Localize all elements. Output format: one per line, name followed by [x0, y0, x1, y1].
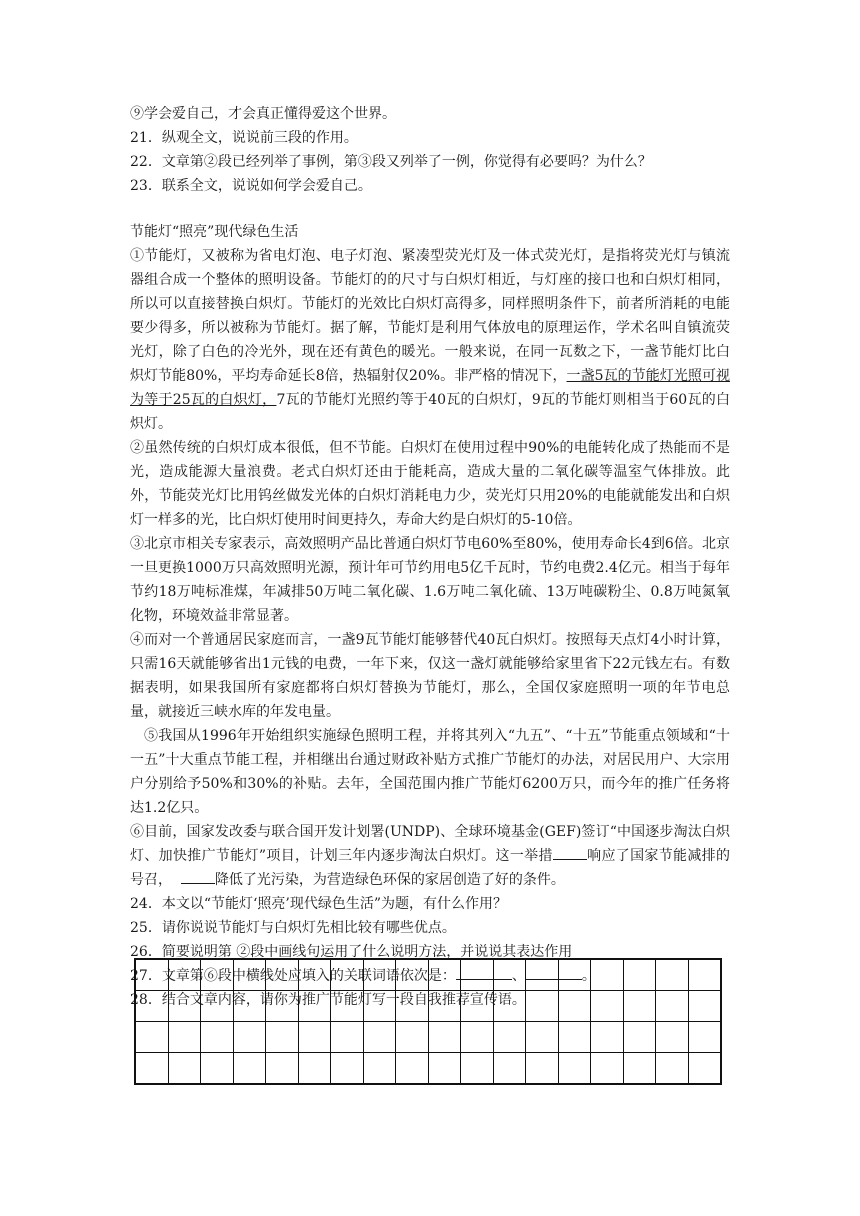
- grid-cell[interactable]: [233, 991, 266, 1022]
- grid-cell[interactable]: [428, 1053, 461, 1085]
- grid-row: [135, 1022, 721, 1053]
- grid-cell[interactable]: [363, 959, 396, 991]
- grid-cell[interactable]: [623, 1022, 656, 1053]
- paragraph-2: ②虽然传统的白炽灯成本很低，但不节能。白炽灯在使用过程中90%的电能转化成了热能而不是光，造成能源大量浪费。老式白炽灯还由于能耗高，造成大量的二氧化碳等温室气体排放。此外，节能荧光灯比用钨丝做发光体的白炽灯消耗电力少，荧光灯只用20%的电能就能发出和白炽灯一样多的光，比白炽灯使用时间更持久，寿命大约是白炽灯的5-10倍。: [130, 440, 730, 528]
- paragraph-3: ③北京市相关专家表示，高效照明产品比普通白炽灯节电60%至80%，使用寿命长4到6倍。北京一旦更换1000万只高效照明光源，预计年可节约用电5亿千瓦时，节约电费2.4亿元。相当于每年节约18万吨标准煤，年减排50万吨二氧化碳、1.6万吨二氧化硫、13万吨碳粉尘、0.8万吨氮氧化物，环境效益非常显著。: [130, 536, 730, 624]
- grid-cell[interactable]: [591, 1053, 624, 1085]
- p1-text-after: 7瓦的节能灯光照约等于40瓦的白炽灯，9瓦的节能灯则相当于60瓦的白炽灯。: [130, 392, 730, 432]
- grid-cell[interactable]: [526, 1053, 559, 1085]
- grid-cell[interactable]: [461, 1053, 494, 1085]
- paragraph-5: ⑤我国从1996年开始组织实施绿色照明工程，并将其列入“九五”、“十五”节能重点领域和“十一五”十大重点节能工程，并相继出台通过财政补贴方式推广节能灯的办法，对居民用户、大宗用户分别给予50%和30%的补贴。去年，全国范围内推广节能灯6200万只，而今年的推广任务将达1.2亿只。: [130, 728, 730, 816]
- grid-cell[interactable]: [656, 991, 689, 1022]
- grid-cell[interactable]: [331, 1022, 364, 1053]
- grid-cell[interactable]: [363, 991, 396, 1022]
- grid-cell[interactable]: [558, 1022, 591, 1053]
- grid-cell[interactable]: [656, 1022, 689, 1053]
- question-23: 23．联系全文，说说如何学会爱自己。: [130, 178, 372, 194]
- grid-cell[interactable]: [688, 1053, 721, 1085]
- prev-closing-line: ⑨学会爱自己，才会真正懂得爱这个世界。: [130, 106, 396, 122]
- grid-cell[interactable]: [688, 1022, 721, 1053]
- grid-cell[interactable]: [493, 1053, 526, 1085]
- grid-cell[interactable]: [363, 1053, 396, 1085]
- grid-cell[interactable]: [493, 1022, 526, 1053]
- p1-underlined-sentence: 一盏5瓦的节能灯光照可视为等于25瓦的白炽灯，: [130, 368, 730, 408]
- grid-cell[interactable]: [591, 991, 624, 1022]
- writing-grid-body: [135, 959, 721, 1084]
- grid-cell[interactable]: [266, 959, 299, 991]
- grid-cell[interactable]: [461, 991, 494, 1022]
- grid-cell[interactable]: [493, 959, 526, 991]
- document-page: [130, 102, 730, 1012]
- grid-cell[interactable]: [493, 991, 526, 1022]
- grid-cell[interactable]: [298, 1022, 331, 1053]
- grid-cell[interactable]: [688, 991, 721, 1022]
- grid-cell[interactable]: [461, 959, 494, 991]
- grid-row: [135, 991, 721, 1022]
- grid-cell[interactable]: [428, 959, 461, 991]
- grid-cell[interactable]: [656, 959, 689, 991]
- grid-row: [135, 959, 721, 991]
- p6-blank-1: [553, 845, 587, 860]
- q27-separator: 、: [511, 968, 526, 984]
- question-27-text: 27．文章第⑥段中横线处应填入的关联词语依次是：: [130, 968, 456, 984]
- grid-cell[interactable]: [396, 991, 429, 1022]
- grid-cell[interactable]: [331, 959, 364, 991]
- grid-cell[interactable]: [168, 1053, 201, 1085]
- grid-cell[interactable]: [526, 959, 559, 991]
- grid-cell[interactable]: [298, 991, 331, 1022]
- grid-cell[interactable]: [526, 1022, 559, 1053]
- grid-cell[interactable]: [201, 1022, 234, 1053]
- grid-cell[interactable]: [558, 959, 591, 991]
- grid-cell[interactable]: [135, 991, 168, 1022]
- grid-cell[interactable]: [331, 991, 364, 1022]
- grid-row: [135, 1053, 721, 1085]
- grid-cell[interactable]: [396, 1022, 429, 1053]
- article-title: 节能灯“照亮”现代绿色生活: [130, 224, 299, 240]
- grid-cell[interactable]: [623, 1053, 656, 1085]
- grid-cell[interactable]: [558, 1053, 591, 1085]
- writing-grid: [134, 958, 722, 1085]
- grid-cell[interactable]: [591, 959, 624, 991]
- grid-cell[interactable]: [233, 1022, 266, 1053]
- grid-cell[interactable]: [623, 991, 656, 1022]
- p1-text-before: ①节能灯，又被称为省电灯泡、电子灯泡、紧凑型荧光灯及一体式荧光灯，是指将荧光灯与镇流器组合成一个整体的照明设备。节能灯的的尺寸与白炽灯相近，与灯座的接口也和白炽灯相同，所以可以直接替换白炽灯。节能灯的光效比白炽灯高得多，同样照明条件下，前者所消耗的电能要少得多，所以被称为节能灯。据了解，节能灯是利用气体放电的原理运作，学术名叫自镇流荧光灯，除了白色的冷光外，现在还有黄色的暖光。一般来说，在同一瓦数之下，一盏节能灯比白炽灯节能80%，平均寿命延长8倍，热辐射仅20%。非严格的情况下，: [130, 248, 730, 384]
- grid-cell[interactable]: [558, 991, 591, 1022]
- q27-end: 。: [581, 968, 596, 984]
- question-25: 25．请你说说节能灯与白炽灯先相比较有哪些优点。: [130, 920, 456, 936]
- grid-cell[interactable]: [201, 959, 234, 991]
- section-gap: [130, 198, 730, 220]
- grid-cell[interactable]: [461, 1022, 494, 1053]
- grid-cell[interactable]: [526, 991, 559, 1022]
- grid-cell[interactable]: [396, 959, 429, 991]
- grid-cell[interactable]: [266, 991, 299, 1022]
- grid-cell[interactable]: [135, 959, 168, 991]
- grid-cell[interactable]: [233, 1053, 266, 1085]
- grid-cell[interactable]: [298, 959, 331, 991]
- grid-cell[interactable]: [201, 1053, 234, 1085]
- grid-cell[interactable]: [135, 1022, 168, 1053]
- question-21: 21．纵观全文，说说前三段的作用。: [130, 130, 358, 146]
- p6-text-c: 降低了光污染，为营造绿色环保的家居创造了好的条件。: [214, 872, 565, 888]
- grid-cell[interactable]: [233, 959, 266, 991]
- grid-cell[interactable]: [266, 1053, 299, 1085]
- grid-cell[interactable]: [363, 1022, 396, 1053]
- grid-cell[interactable]: [656, 1053, 689, 1085]
- question-22: 22．文章第②段已经列举了事例，第③段又列举了一例，你觉得有必要吗？为什么？: [130, 154, 652, 170]
- grid-cell[interactable]: [428, 991, 461, 1022]
- grid-cell[interactable]: [266, 1022, 299, 1053]
- grid-cell[interactable]: [135, 1053, 168, 1085]
- paragraph-6: [130, 820, 730, 892]
- paragraph-4: ④而对一个普通居民家庭而言，一盏9瓦节能灯能够替代40瓦白炽灯。按照每天点灯4小时计算，只需16天就能够省出1元钱的电费，一年下来，仅这一盏灯就能够给家里省下22元钱左右。有数据表明，如果我国所有家庭都将白炽灯替换为节能灯，那么，全国仅家庭照明一项的年节电总量，就接近三峡水库的年发电量。: [130, 632, 730, 720]
- grid-cell[interactable]: [168, 991, 201, 1022]
- grid-cell[interactable]: [168, 1022, 201, 1053]
- grid-cell[interactable]: [623, 959, 656, 991]
- p6-blank-2: [181, 869, 215, 884]
- grid-cell[interactable]: [396, 1053, 429, 1085]
- question-28: 28．结合文章内容，请你为推广节能灯写一段自我推荐宣传语。: [130, 992, 526, 1008]
- grid-cell[interactable]: [688, 959, 721, 991]
- grid-cell[interactable]: [298, 1053, 331, 1085]
- grid-cell[interactable]: [591, 1022, 624, 1053]
- p6-text-b: 响应了国家节能减排的号召，: [130, 848, 731, 888]
- question-24: 24．本文以“节能灯‘照亮’现代绿色生活”为题，有什么作用？: [130, 896, 508, 912]
- grid-cell[interactable]: [168, 959, 201, 991]
- grid-cell[interactable]: [201, 991, 234, 1022]
- paragraph-1: [130, 244, 730, 436]
- p6-text-a: ⑥目前，国家发改委与联合国开发计划署(UNDP)、全球环境基金(GEF)签订“中国逐步淘汰白炽灯、加快推广节能灯”项目，计划三年内逐步淘汰白炽灯。这一举措: [130, 824, 730, 864]
- question-26: 26．简要说明第 ②段中画线句运用了什么说明方法，并说说其表达作用: [130, 944, 573, 960]
- grid-cell[interactable]: [331, 1053, 364, 1085]
- grid-cell[interactable]: [428, 1022, 461, 1053]
